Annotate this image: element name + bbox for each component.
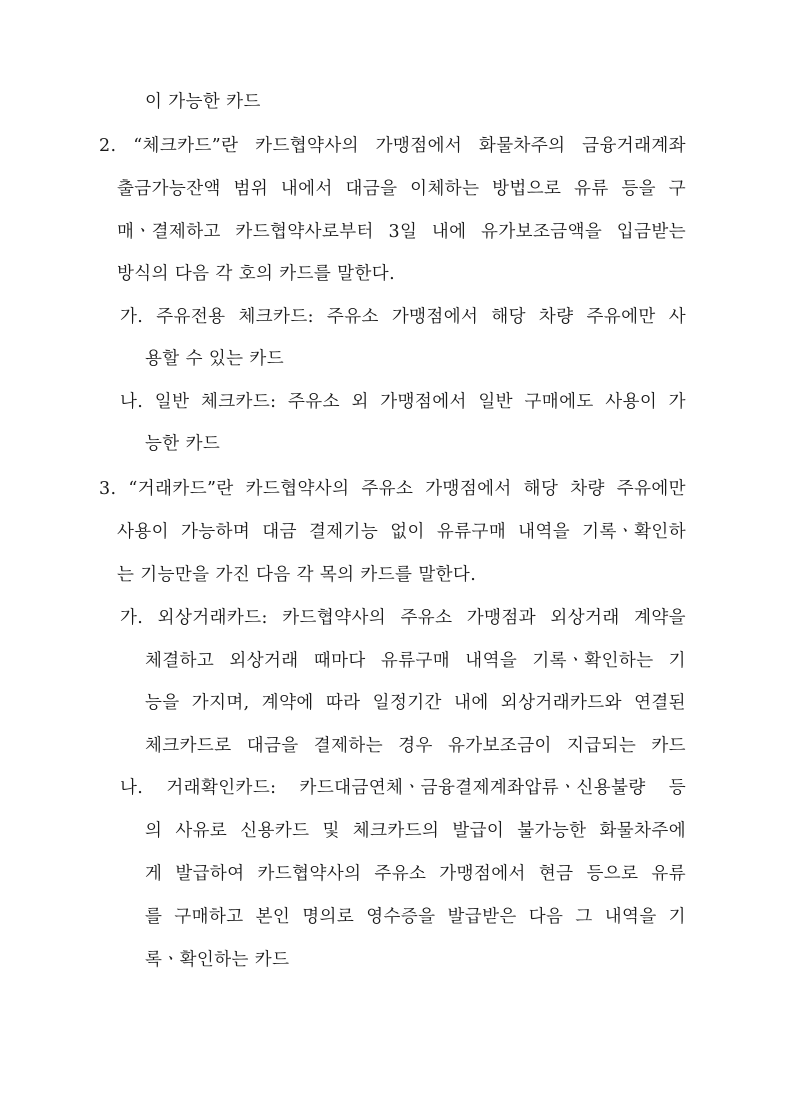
item-2-na-line-1: 나. 일반 체크카드: 주유소 외 가맹점에서 일반 구매에도 사용이 가 (120, 392, 686, 412)
item-3-ga-line-1: 가. 외상거래카드: 카드협약사의 주유소 가맹점과 외상거래 계약을 (120, 608, 686, 628)
article-2-line-3: 매ㆍ결제하고 카드협약사로부터 3일 내에 유가보조금액을 입금받는 (117, 222, 686, 242)
item-3-na-line-1: 나. 거래확인카드: 카드대금연체ㆍ금융결제계좌압류ㆍ신용불량 등 (120, 778, 686, 798)
item-3-ga-line-2: 체결하고 외상거래 때마다 유류구매 내역을 기록ㆍ확인하는 기 (145, 651, 686, 671)
article-3-line-1: 3. “거래카드”란 카드협약사의 주유소 가맹점에서 해당 차량 주유에만 (99, 479, 686, 499)
item-3-ga-line-3: 능을 가지며, 계약에 따라 일정기간 내에 외상거래카드와 연결된 (145, 693, 686, 713)
item-2-na-line-2: 능한 카드 (145, 434, 221, 454)
article-2-line-1: 2. “체크카드”란 카드협약사의 가맹점에서 화물차주의 금융거래계좌 (99, 136, 686, 156)
item-3-na-line-5: 록ㆍ확인하는 카드 (145, 950, 290, 970)
text-line: 이 가능한 카드 (145, 92, 261, 112)
item-3-na-line-4: 를 구매하고 본인 명의로 영수증을 발급받은 다음 그 내역을 기 (145, 907, 686, 927)
item-3-ga-line-4: 체크카드로 대금을 결제하는 경우 유가보조금이 지급되는 카드 (145, 736, 686, 756)
article-2-line-4: 방식의 다음 각 호의 카드를 말한다. (117, 264, 396, 284)
item-3-na-line-3: 게 발급하여 카드협약사의 주유소 가맹점에서 현금 등으로 유류 (145, 864, 686, 884)
article-2-line-2: 출금가능잔액 범위 내에서 대금을 이체하는 방법으로 유류 등을 구 (117, 179, 686, 199)
item-2-ga-line-1: 가. 주유전용 체크카드: 주유소 가맹점에서 해당 차량 주유에만 사 (120, 307, 686, 327)
article-3-line-2: 사용이 가능하며 대금 결제기능 없이 유류구매 내역을 기록ㆍ확인하 (117, 522, 686, 542)
item-3-na-line-2: 의 사유로 신용카드 및 체크카드의 발급이 불가능한 화물차주에 (145, 821, 686, 841)
article-3-line-3: 는 기능만을 가진 다음 각 목의 카드를 말한다. (117, 565, 477, 585)
item-2-ga-line-2: 용할 수 있는 카드 (145, 349, 285, 369)
